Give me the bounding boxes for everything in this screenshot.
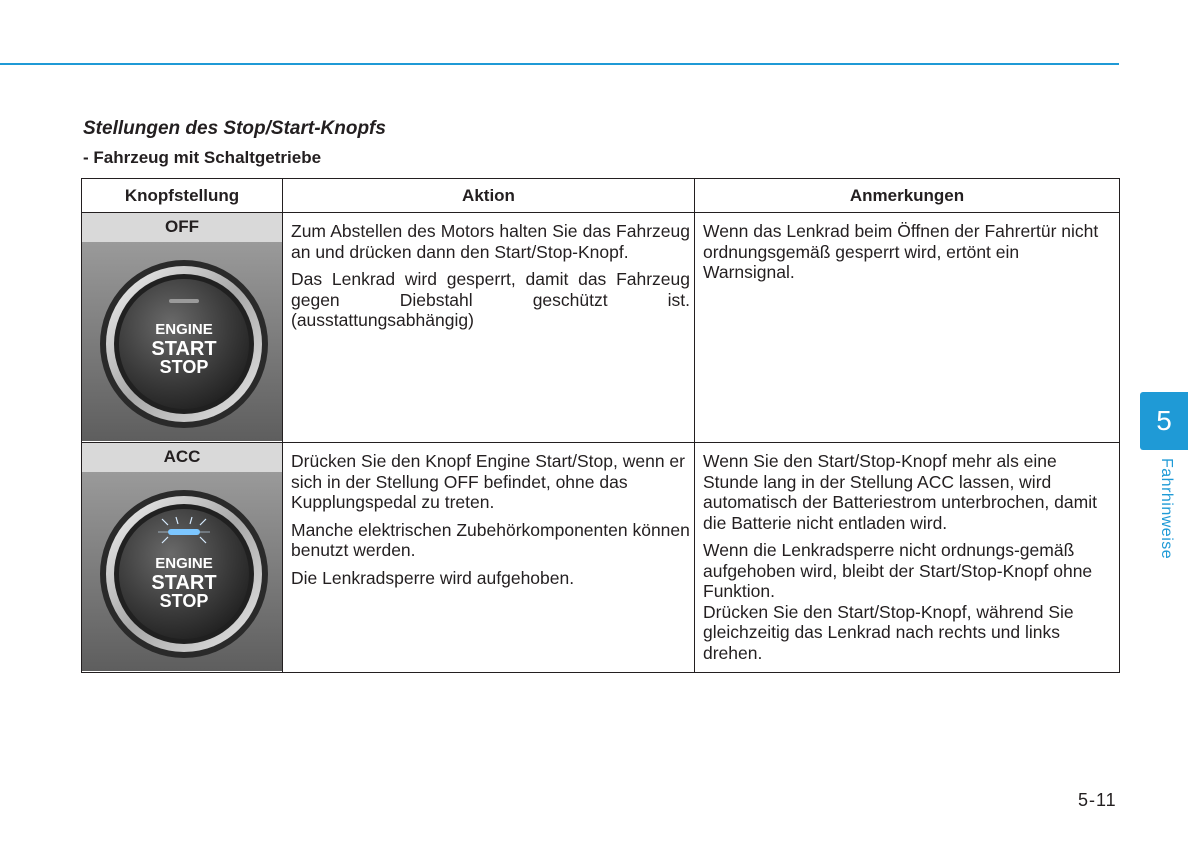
notes-cell-acc [695, 443, 1120, 673]
column-header-position: Knopfstellung [82, 179, 283, 213]
position-cell-acc [82, 443, 283, 673]
engine-start-stop-button-off-image [82, 242, 282, 441]
table-header-row [82, 179, 1120, 213]
svg-text:STOP: STOP [159, 357, 209, 377]
engine-start-stop-button-acc-image [82, 472, 282, 671]
notes-cell-off [695, 213, 1120, 443]
svg-text:START: START [151, 338, 217, 360]
svg-text:STOP: STOP [159, 591, 209, 611]
table-row-acc [82, 443, 1120, 673]
action-text: Zum Abstellen des Motors halten Sie das Fahrzeug an und drücken dann den Start/Stop-Knopf. [291, 221, 690, 262]
action-text: Die Lenkradsperre wird aufgehoben. [291, 567, 575, 588]
action-cell-off [283, 213, 695, 443]
note-text: Wenn Sie den Start/Stop-Knopf mehr als eine Stunde lang in der Stellung ACC lassen, wird automatisch der Batteriestrom unterbrochen, damit die Batterie nicht entladen wird. [703, 451, 1097, 533]
page-number: 5-11 [1078, 790, 1117, 810]
position-label-acc: ACC [82, 443, 282, 472]
table-row-off [82, 213, 1120, 443]
action-text: Manche elektrischen Zubehörkomponenten können benutzt werden. [291, 519, 690, 560]
subsection-title: - Fahrzeug mit Schaltgetriebe [83, 148, 322, 167]
action-text: Das Lenkrad wird gesperrt, damit das Fahrzeug gegen Diebstahl geschützt ist. (ausstattungsabhängig) [291, 269, 690, 330]
column-header-action: Aktion [283, 179, 695, 213]
chapter-number-tab: 5 [1140, 392, 1188, 450]
svg-text:ENGINE: ENGINE [155, 321, 213, 338]
section-title: Stellungen des Stop/Start-Knopfs [83, 118, 386, 139]
column-header-notes: Anmerkungen [695, 179, 1120, 213]
indicator-off-icon [169, 299, 199, 303]
note-text: Wenn das Lenkrad beim Öffnen der Fahrertür nicht ordnungsgemäß gesperrt wird, ertönt ein Warnsignal. [703, 221, 1099, 282]
position-label-off: OFF [82, 213, 282, 242]
action-cell-acc [283, 443, 695, 673]
note-text: Drücken Sie den Start/Stop-Knopf, während Sie gleichzeitig das Lenkrad nach rechts und links drehen. [703, 601, 1074, 663]
header-rule [0, 63, 1119, 65]
button-positions-table [81, 178, 1120, 673]
svg-text:ENGINE: ENGINE [155, 555, 213, 572]
action-text: Drücken Sie den Knopf Engine Start/Stop, wenn er sich in der Stellung OFF befindet, ohne das Kupplungspedal zu treten. [291, 451, 685, 512]
note-text: Wenn die Lenkradsperre nicht ordnungs-gemäß aufgehoben wird, bleibt der Start/Stop-Knopf ohne Funktion. [703, 540, 1093, 601]
svg-text:START: START [151, 572, 217, 594]
position-cell-off [82, 213, 283, 443]
chapter-name: Fahrhinweise [1158, 458, 1175, 560]
